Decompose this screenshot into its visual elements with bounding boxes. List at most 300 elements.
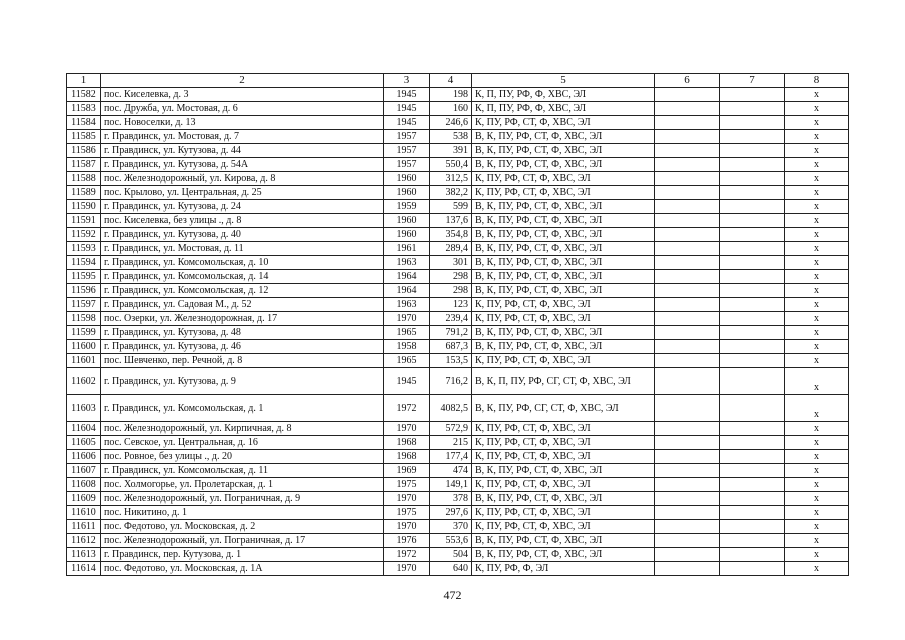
table-cell: 11586: [67, 144, 101, 158]
table-cell: В, К, ПУ, РФ, СТ, Ф, ХВС, ЭЛ: [472, 214, 655, 228]
table-cell: 11594: [67, 256, 101, 270]
table-cell: К, ПУ, РФ, СТ, Ф, ХВС, ЭЛ: [472, 436, 655, 450]
table-cell: [655, 478, 720, 492]
table-cell: [655, 158, 720, 172]
table-cell: В, К, ПУ, РФ, СТ, Ф, ХВС, ЭЛ: [472, 256, 655, 270]
table-cell: [655, 186, 720, 200]
table-cell: 1972: [384, 395, 430, 422]
table-cell: [720, 270, 785, 284]
table-cell: К, ПУ, РФ, Ф, ЭЛ: [472, 562, 655, 576]
table-cell: 1957: [384, 144, 430, 158]
table-cell: 289,4: [430, 242, 472, 256]
table-cell: [720, 186, 785, 200]
table-cell: [655, 340, 720, 354]
table-cell: 391: [430, 144, 472, 158]
table-cell: 1968: [384, 450, 430, 464]
table-cell: [655, 492, 720, 506]
table-cell: 11591: [67, 214, 101, 228]
table-cell: 370: [430, 520, 472, 534]
table-row: [67, 520, 849, 534]
table-cell: г. Правдинск, ул. Комсомольская, д. 11: [101, 464, 384, 478]
table-cell: К, ПУ, РФ, СТ, Ф, ХВС, ЭЛ: [472, 298, 655, 312]
table-cell: 312,5: [430, 172, 472, 186]
table-cell: 1961: [384, 242, 430, 256]
table-cell: 11604: [67, 422, 101, 436]
header-cell: 1: [67, 74, 101, 88]
table-cell: 1964: [384, 270, 430, 284]
table-cell: [720, 478, 785, 492]
table-cell: [720, 562, 785, 576]
table-cell: 1959: [384, 200, 430, 214]
table-cell: х: [785, 242, 849, 256]
table-cell: 382,2: [430, 186, 472, 200]
table-cell: 137,6: [430, 214, 472, 228]
table-cell: 1970: [384, 562, 430, 576]
table-cell: [655, 534, 720, 548]
table-cell: [655, 562, 720, 576]
table-cell: г. Правдинск, ул. Кутузова, д. 9: [101, 368, 384, 395]
table-cell: 11596: [67, 284, 101, 298]
table-cell: х: [785, 478, 849, 492]
table-row: [67, 326, 849, 340]
table-cell: 1945: [384, 88, 430, 102]
table-cell: В, К, ПУ, РФ, СТ, Ф, ХВС, ЭЛ: [472, 228, 655, 242]
table-cell: В, К, ПУ, РФ, СТ, Ф, ХВС, ЭЛ: [472, 548, 655, 562]
table-cell: пос. Шевченко, пер. Речной, д. 8: [101, 354, 384, 368]
table-cell: [720, 436, 785, 450]
table-row: [67, 562, 849, 576]
table-cell: пос. Железнодорожный, ул. Кирпичная, д. 8: [101, 422, 384, 436]
table-cell: 11611: [67, 520, 101, 534]
table-cell: 11582: [67, 88, 101, 102]
table-cell: В, К, ПУ, РФ, СТ, Ф, ХВС, ЭЛ: [472, 464, 655, 478]
table-row: [67, 144, 849, 158]
table-cell: [720, 492, 785, 506]
table-cell: г. Правдинск, ул. Кутузова, д. 44: [101, 144, 384, 158]
table-cell: х: [785, 562, 849, 576]
table-cell: 11583: [67, 102, 101, 116]
table-cell: [720, 284, 785, 298]
table-cell: 11605: [67, 436, 101, 450]
table-cell: 149,1: [430, 478, 472, 492]
table-cell: 298: [430, 270, 472, 284]
table-cell: пос. Новоселки, д. 13: [101, 116, 384, 130]
table-cell: 11597: [67, 298, 101, 312]
table-cell: [720, 130, 785, 144]
table-cell: [720, 116, 785, 130]
header-cell: 2: [101, 74, 384, 88]
table-cell: В, К, П, ПУ, РФ, СГ, СТ, Ф, ХВС, ЭЛ: [472, 368, 655, 395]
table-cell: 215: [430, 436, 472, 450]
table-cell: х: [785, 436, 849, 450]
table-row: [67, 368, 849, 395]
header-row: [67, 74, 849, 88]
table-cell: 246,6: [430, 116, 472, 130]
table-cell: х: [785, 172, 849, 186]
table-row: [67, 298, 849, 312]
table-cell: 177,4: [430, 450, 472, 464]
table-cell: К, ПУ, РФ, СТ, Ф, ХВС, ЭЛ: [472, 520, 655, 534]
table-cell: [655, 422, 720, 436]
table-cell: 1960: [384, 228, 430, 242]
table-cell: В, К, ПУ, РФ, СТ, Ф, ХВС, ЭЛ: [472, 130, 655, 144]
table-cell: [655, 270, 720, 284]
table-cell: [720, 395, 785, 422]
table-cell: х: [785, 214, 849, 228]
table-cell: х: [785, 130, 849, 144]
table-row: [67, 422, 849, 436]
table-cell: пос. Крылово, ул. Центральная, д. 25: [101, 186, 384, 200]
table-cell: [655, 228, 720, 242]
table-cell: х: [785, 326, 849, 340]
table-cell: К, ПУ, РФ, СТ, Ф, ХВС, ЭЛ: [472, 354, 655, 368]
table-cell: 11602: [67, 368, 101, 395]
table-cell: х: [785, 340, 849, 354]
table-row: [67, 548, 849, 562]
table-cell: пос. Ровное, без улицы ., д. 20: [101, 450, 384, 464]
table-cell: 11612: [67, 534, 101, 548]
table-cell: [720, 548, 785, 562]
table-cell: 1960: [384, 214, 430, 228]
table-cell: [720, 102, 785, 116]
table-cell: 599: [430, 200, 472, 214]
table-cell: [655, 548, 720, 562]
table-cell: х: [785, 256, 849, 270]
table-cell: 1975: [384, 478, 430, 492]
table-cell: [720, 326, 785, 340]
table-row: [67, 256, 849, 270]
table-cell: 687,3: [430, 340, 472, 354]
table-cell: [655, 312, 720, 326]
table-cell: [655, 450, 720, 464]
table-cell: 11599: [67, 326, 101, 340]
table-cell: пос. Федотово, ул. Московская, д. 2: [101, 520, 384, 534]
table-cell: 4082,5: [430, 395, 472, 422]
table-row: [67, 450, 849, 464]
table-cell: х: [785, 186, 849, 200]
table-cell: 716,2: [430, 368, 472, 395]
table-cell: х: [785, 520, 849, 534]
table-cell: г. Правдинск, ул. Садовая М., д. 52: [101, 298, 384, 312]
table-cell: [655, 172, 720, 186]
table-cell: К, ПУ, РФ, СТ, Ф, ХВС, ЭЛ: [472, 116, 655, 130]
table-cell: [720, 534, 785, 548]
table-cell: 1965: [384, 354, 430, 368]
table-cell: 354,8: [430, 228, 472, 242]
table-cell: г. Правдинск, пер. Кутузова, д. 1: [101, 548, 384, 562]
table-cell: пос. Железнодорожный, ул. Пограничная, д. 9: [101, 492, 384, 506]
table-cell: В, К, ПУ, РФ, СТ, Ф, ХВС, ЭЛ: [472, 340, 655, 354]
table-cell: [655, 506, 720, 520]
table-cell: 1965: [384, 326, 430, 340]
table-cell: пос. Дружба, ул. Мостовая, д. 6: [101, 102, 384, 116]
table-cell: 378: [430, 492, 472, 506]
table-row: [67, 312, 849, 326]
table-cell: 11610: [67, 506, 101, 520]
table-cell: 640: [430, 562, 472, 576]
table-row: [67, 284, 849, 298]
table-cell: В, К, ПУ, РФ, СТ, Ф, ХВС, ЭЛ: [472, 158, 655, 172]
table-cell: 198: [430, 88, 472, 102]
table-row: [67, 102, 849, 116]
table-cell: 1957: [384, 130, 430, 144]
table-cell: х: [785, 158, 849, 172]
table-cell: [655, 256, 720, 270]
table-cell: [655, 284, 720, 298]
table-cell: х: [785, 144, 849, 158]
table-cell: [655, 436, 720, 450]
table-row: [67, 464, 849, 478]
table-cell: 123: [430, 298, 472, 312]
table-cell: В, К, ПУ, РФ, СТ, Ф, ХВС, ЭЛ: [472, 492, 655, 506]
table-row: [67, 534, 849, 548]
header-cell: 3: [384, 74, 430, 88]
table-cell: В, К, ПУ, РФ, СТ, Ф, ХВС, ЭЛ: [472, 144, 655, 158]
table-cell: 298: [430, 284, 472, 298]
table-cell: 504: [430, 548, 472, 562]
table-cell: [720, 298, 785, 312]
table-cell: [720, 450, 785, 464]
table-row: [67, 242, 849, 256]
table-cell: 1958: [384, 340, 430, 354]
table-row: [67, 354, 849, 368]
table-cell: [655, 102, 720, 116]
table-cell: 538: [430, 130, 472, 144]
table-cell: 1970: [384, 492, 430, 506]
table-cell: 1976: [384, 534, 430, 548]
table-cell: 1960: [384, 172, 430, 186]
table-cell: В, К, ПУ, РФ, СТ, Ф, ХВС, ЭЛ: [472, 326, 655, 340]
table-cell: [720, 312, 785, 326]
table-cell: 791,2: [430, 326, 472, 340]
table-cell: В, К, ПУ, РФ, СТ, Ф, ХВС, ЭЛ: [472, 242, 655, 256]
table-cell: 1970: [384, 422, 430, 436]
table-cell: пос. Никитино, д. 1: [101, 506, 384, 520]
table-row: [67, 506, 849, 520]
table-cell: К, ПУ, РФ, СТ, Ф, ХВС, ЭЛ: [472, 186, 655, 200]
table-cell: 11600: [67, 340, 101, 354]
header-cell: 6: [655, 74, 720, 88]
table-cell: [720, 88, 785, 102]
table-cell: х: [785, 312, 849, 326]
table-cell: К, ПУ, РФ, СТ, Ф, ХВС, ЭЛ: [472, 172, 655, 186]
table-cell: 11592: [67, 228, 101, 242]
table-cell: 1968: [384, 436, 430, 450]
table-cell: г. Правдинск, ул. Мостовая, д. 7: [101, 130, 384, 144]
table-cell: [655, 464, 720, 478]
table-cell: [720, 368, 785, 395]
table-cell: В, К, ПУ, РФ, СТ, Ф, ХВС, ЭЛ: [472, 200, 655, 214]
table-cell: пос. Федотово, ул. Московская, д. 1А: [101, 562, 384, 576]
header-cell: 4: [430, 74, 472, 88]
table-cell: [655, 368, 720, 395]
table-cell: [720, 422, 785, 436]
table-cell: пос. Озерки, ул. Железнодорожная, д. 17: [101, 312, 384, 326]
table-cell: пос. Киселевка, без улицы ., д. 8: [101, 214, 384, 228]
table-cell: [655, 144, 720, 158]
table-cell: пос. Железнодорожный, ул. Кирова, д. 8: [101, 172, 384, 186]
table-cell: К, П, ПУ, РФ, Ф, ХВС, ЭЛ: [472, 88, 655, 102]
header-cell: 7: [720, 74, 785, 88]
table-cell: К, ПУ, РФ, СТ, Ф, ХВС, ЭЛ: [472, 422, 655, 436]
table-cell: 11593: [67, 242, 101, 256]
table-cell: х: [785, 228, 849, 242]
table-cell: 1957: [384, 158, 430, 172]
table-cell: х: [785, 284, 849, 298]
table-cell: 11587: [67, 158, 101, 172]
table-row: [67, 340, 849, 354]
table-cell: К, П, ПУ, РФ, Ф, ХВС, ЭЛ: [472, 102, 655, 116]
table-cell: 160: [430, 102, 472, 116]
table-cell: г. Правдинск, ул. Кутузова, д. 46: [101, 340, 384, 354]
table-cell: г. Правдинск, ул. Комсомольская, д. 1: [101, 395, 384, 422]
table-cell: 11607: [67, 464, 101, 478]
table-cell: [720, 354, 785, 368]
table-row: [67, 116, 849, 130]
table-row: [67, 158, 849, 172]
table-cell: 11598: [67, 312, 101, 326]
table-cell: В, К, ПУ, РФ, СТ, Ф, ХВС, ЭЛ: [472, 284, 655, 298]
table-cell: [720, 242, 785, 256]
table-cell: 1960: [384, 186, 430, 200]
table-cell: 11589: [67, 186, 101, 200]
table-cell: [720, 464, 785, 478]
table-cell: 1972: [384, 548, 430, 562]
table-cell: [655, 130, 720, 144]
table-cell: 1963: [384, 298, 430, 312]
table-row: [67, 395, 849, 422]
table-cell: [720, 172, 785, 186]
table-cell: [720, 256, 785, 270]
table-cell: [720, 506, 785, 520]
table-cell: [720, 520, 785, 534]
table-cell: х: [785, 354, 849, 368]
table-cell: [720, 144, 785, 158]
table-cell: х: [785, 270, 849, 284]
table-cell: 239,4: [430, 312, 472, 326]
table-cell: х: [785, 116, 849, 130]
table-cell: 1945: [384, 368, 430, 395]
table-cell: 11584: [67, 116, 101, 130]
page-number: 472: [443, 588, 462, 602]
table-row: [67, 436, 849, 450]
header-cell: 5: [472, 74, 655, 88]
header-cell: 8: [785, 74, 849, 88]
table-cell: 11603: [67, 395, 101, 422]
table-cell: [720, 214, 785, 228]
table-cell: х: [785, 492, 849, 506]
table-cell: 550,4: [430, 158, 472, 172]
table-cell: [655, 200, 720, 214]
table-cell: 11613: [67, 548, 101, 562]
table-cell: г. Правдинск, ул. Мостовая, д. 11: [101, 242, 384, 256]
table-cell: г. Правдинск, ул. Комсомольская, д. 14: [101, 270, 384, 284]
table-cell: 11608: [67, 478, 101, 492]
table-cell: х: [785, 88, 849, 102]
table-cell: х: [785, 464, 849, 478]
table-cell: г. Правдинск, ул. Кутузова, д. 24: [101, 200, 384, 214]
table-cell: [655, 88, 720, 102]
table-cell: х: [785, 450, 849, 464]
table-cell: 301: [430, 256, 472, 270]
table-row: [67, 270, 849, 284]
table-row: [67, 200, 849, 214]
table-cell: [655, 116, 720, 130]
table-cell: К, ПУ, РФ, СТ, Ф, ХВС, ЭЛ: [472, 478, 655, 492]
table-cell: [655, 520, 720, 534]
table-cell: К, ПУ, РФ, СТ, Ф, ХВС, ЭЛ: [472, 312, 655, 326]
table-cell: 11588: [67, 172, 101, 186]
table-cell: В, К, ПУ, РФ, СТ, Ф, ХВС, ЭЛ: [472, 534, 655, 548]
table-row: [67, 478, 849, 492]
table-cell: 1963: [384, 256, 430, 270]
table-cell: В, К, ПУ, РФ, СТ, Ф, ХВС, ЭЛ: [472, 270, 655, 284]
table-cell: х: [785, 102, 849, 116]
table-row: [67, 186, 849, 200]
table-cell: пос. Севское, ул. Центральная, д. 16: [101, 436, 384, 450]
table-cell: 1945: [384, 116, 430, 130]
table-cell: 553,6: [430, 534, 472, 548]
table-cell: х: [785, 422, 849, 436]
table-cell: пос. Холмогорье, ул. Пролетарская, д. 1: [101, 478, 384, 492]
housing-table: [66, 73, 849, 576]
table-cell: 572,9: [430, 422, 472, 436]
table-cell: 1945: [384, 102, 430, 116]
table-cell: [720, 228, 785, 242]
table-cell: 474: [430, 464, 472, 478]
table-cell: х: [785, 395, 849, 422]
table-cell: 153,5: [430, 354, 472, 368]
table-cell: [655, 298, 720, 312]
table-cell: 11590: [67, 200, 101, 214]
table-cell: 11601: [67, 354, 101, 368]
table-cell: 11606: [67, 450, 101, 464]
table-cell: 297,6: [430, 506, 472, 520]
table-cell: х: [785, 368, 849, 395]
table-cell: [655, 214, 720, 228]
table-cell: х: [785, 506, 849, 520]
table-cell: В, К, ПУ, РФ, СГ, СТ, Ф, ХВС, ЭЛ: [472, 395, 655, 422]
table-cell: [720, 200, 785, 214]
table-cell: 1970: [384, 520, 430, 534]
table-row: [67, 172, 849, 186]
table-cell: [655, 395, 720, 422]
table-cell: 11585: [67, 130, 101, 144]
table-cell: К, ПУ, РФ, СТ, Ф, ХВС, ЭЛ: [472, 450, 655, 464]
table-cell: х: [785, 534, 849, 548]
table-cell: пос. Киселевка, д. 3: [101, 88, 384, 102]
table-cell: [720, 340, 785, 354]
table-cell: [655, 242, 720, 256]
table-cell: 11609: [67, 492, 101, 506]
table-cell: г. Правдинск, ул. Кутузова, д. 40: [101, 228, 384, 242]
table-cell: К, ПУ, РФ, СТ, Ф, ХВС, ЭЛ: [472, 506, 655, 520]
table-cell: 1975: [384, 506, 430, 520]
table-cell: г. Правдинск, ул. Кутузова, д. 48: [101, 326, 384, 340]
table-body: [67, 88, 849, 576]
table-cell: [655, 354, 720, 368]
table-cell: г. Правдинск, ул. Кутузова, д. 54А: [101, 158, 384, 172]
table-cell: г. Правдинск, ул. Комсомольская, д. 10: [101, 256, 384, 270]
table-cell: 11595: [67, 270, 101, 284]
table-row: [67, 492, 849, 506]
table-row: [67, 214, 849, 228]
table-cell: 11614: [67, 562, 101, 576]
table-cell: х: [785, 200, 849, 214]
table-cell: 1969: [384, 464, 430, 478]
table-cell: г. Правдинск, ул. Комсомольская, д. 12: [101, 284, 384, 298]
table-cell: пос. Железнодорожный, ул. Пограничная, д. 17: [101, 534, 384, 548]
